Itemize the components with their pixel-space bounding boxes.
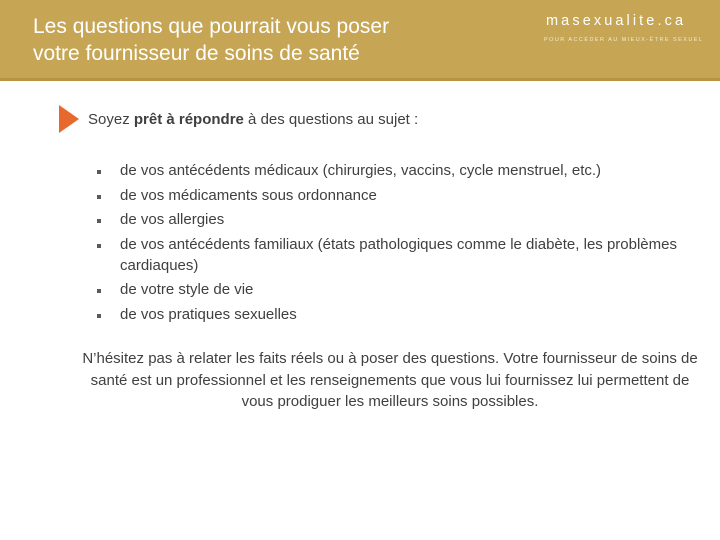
square-bullet-icon xyxy=(97,219,101,223)
square-bullet-icon xyxy=(97,195,101,199)
square-bullet-icon xyxy=(97,314,101,318)
slide-title xyxy=(33,13,503,67)
header-divider xyxy=(0,78,720,81)
slide-title-line-1: Les questions que pourrait vous poser xyxy=(33,15,390,38)
intro-text xyxy=(88,110,418,130)
intro-suffix: à des questions au sujet : xyxy=(243,111,419,128)
closing-paragraph: N’hésitez pas à relater les faits réels ou à poser des questions. Votre fournisseur de soins de santé est un professionnel et les renseignements que vous lui fournissez lui permettent de vous prodiguer les meilleurs soins possibles. xyxy=(82,350,698,410)
intro-emphasis: prêt à répondre xyxy=(133,111,244,128)
brand-logo-tagline: POUR ACCÉDER AU MIEUX-ÊTRE SEXUEL xyxy=(544,37,704,43)
list-item xyxy=(96,209,696,230)
list-item-text: de vos médicaments sous ordonnance xyxy=(120,186,377,204)
list-item xyxy=(96,304,696,325)
list-item-text: de votre style de vie xyxy=(120,281,254,298)
square-bullet-icon xyxy=(97,289,101,293)
list-item-text: de vos pratiques sexuelles xyxy=(120,305,297,323)
list-item xyxy=(96,234,696,276)
list-item-text: de vos antécédents médicaux (chirurgies, vaccins, cycle menstruel, etc.) xyxy=(120,162,602,179)
slide-title-line-2: votre fournisseur de soins de santé xyxy=(33,42,360,65)
list-item-text: de vos allergies xyxy=(120,211,225,228)
brand-logo-name: masexualite.ca xyxy=(546,13,687,29)
square-bullet-icon xyxy=(97,244,101,248)
list-item xyxy=(96,279,696,300)
arrow-right-icon xyxy=(59,105,79,133)
list-item xyxy=(96,185,696,206)
list-item xyxy=(96,160,696,181)
square-bullet-icon xyxy=(97,170,101,174)
list-item-text: de vos antécédents familiaux (états pathologiques comme le diabète, les problèmes cardiaques) xyxy=(120,235,677,274)
question-list xyxy=(96,160,696,328)
intro-prefix: Soyez xyxy=(88,111,134,128)
